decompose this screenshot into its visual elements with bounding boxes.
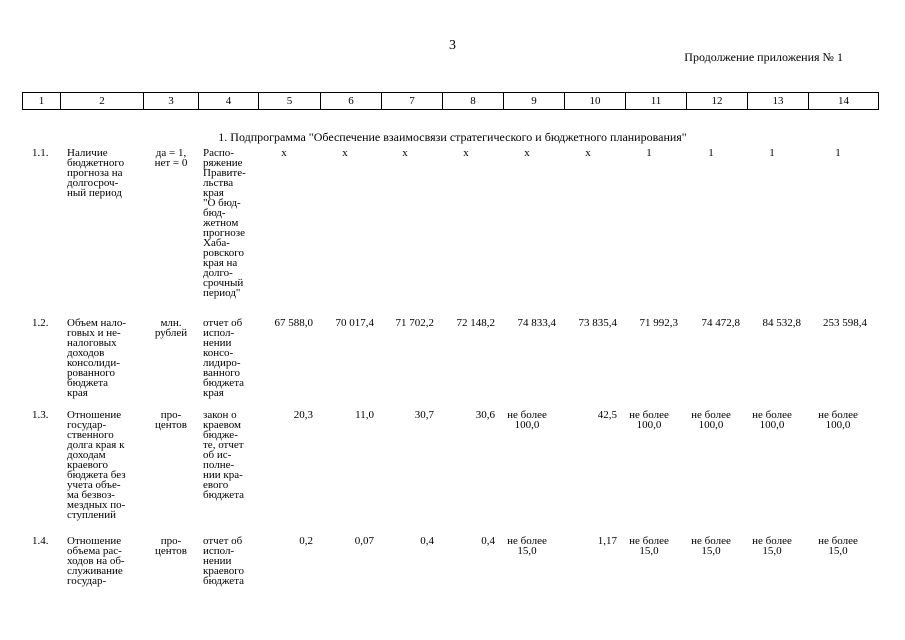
value-cell: 1,17: [597, 535, 617, 547]
source-document: отчет об испол- нении консо- лидиро- ванного бюджета края: [203, 317, 245, 399]
header-cell: 12: [687, 93, 748, 109]
section-title: 1. Подпрограмма "Обеспечение взаимосвязи стратегического и бюджетного планирования": [218, 130, 687, 144]
value-cell: не более 100,0: [507, 409, 547, 431]
value-cell: не более 100,0: [752, 409, 792, 431]
value-cell: 71 992,3: [639, 317, 678, 329]
header-cell: 4: [199, 93, 259, 109]
source-document: закон о краевом бюдже- те, отчет об ис- полне- нии кра- евого бюджета: [203, 409, 245, 501]
unit: млн. рублей: [154, 317, 188, 339]
indicator-name: Отношение объема рас- ходов на об- служивание государ-: [67, 535, 125, 587]
appendix-note: Продолжение приложения № 1: [684, 50, 843, 64]
row-number: 1.4.: [32, 535, 49, 547]
row-number: 1.1.: [32, 147, 49, 159]
header-cell: 6: [321, 93, 382, 109]
value-cell: 67 588,0: [274, 317, 313, 329]
value-cell: x: [463, 147, 469, 159]
value-cell: 1: [646, 147, 652, 159]
value-cell: 1: [769, 147, 775, 159]
value-cell: 253 598,4: [823, 317, 867, 329]
value-cell: x: [524, 147, 530, 159]
header-cell: 14: [838, 95, 849, 107]
table-header: [22, 92, 879, 110]
value-cell: не более 100,0: [629, 409, 669, 431]
value-cell: 30,7: [414, 409, 434, 421]
header-cell: 5: [259, 93, 321, 109]
header-cell: 3: [144, 93, 199, 109]
value-cell: 73 835,4: [578, 317, 617, 329]
value-cell: 11,0: [355, 409, 374, 421]
value-cell: 0,4: [420, 535, 434, 547]
page-number: 3: [449, 38, 456, 53]
header-cell: 10: [565, 93, 626, 109]
value-cell: не более 100,0: [691, 409, 731, 431]
value-cell: 1: [708, 147, 714, 159]
value-cell: не более 15,0: [629, 535, 669, 557]
row-number: 1.2.: [32, 317, 49, 329]
unit: про- центов: [154, 409, 187, 431]
indicator-name: Наличие бюджетного прогноза на долгосроч- ный период: [67, 147, 125, 199]
value-cell: 72 148,2: [456, 317, 495, 329]
value-cell: 42,5: [597, 409, 617, 421]
indicator-name: Отношение государ- ственного долга края к доходам краевого бюджета без учета объе- ма безвоз- мездных по- ступлений: [67, 409, 126, 521]
indicator-name: Объем нало- говых и не- налоговых доходов консолиди- рованного бюджета края: [67, 317, 127, 399]
value-cell: 70 017,4: [335, 317, 374, 329]
value-cell: не более 15,0: [752, 535, 792, 557]
value-cell: x: [342, 147, 348, 159]
value-cell: x: [402, 147, 408, 159]
value-cell: 0,2: [299, 535, 313, 547]
header-cell: 13: [748, 93, 809, 109]
value-cell: x: [585, 147, 591, 159]
source-document: отчет об испол- нении краевого бюджета: [203, 535, 245, 587]
header-cell: 1: [23, 93, 61, 109]
header-cell: 9: [504, 93, 565, 109]
header-cell: 8: [443, 93, 504, 109]
unit: да = 1, нет = 0: [154, 147, 188, 169]
value-cell: 30,6: [475, 409, 495, 421]
header-cell: 11: [626, 93, 687, 109]
header-cell: 7: [382, 93, 443, 109]
source-document: Распо- ряжение Правите- льства края "О бюд- бюд- жетном прогнозе Хаба- ровского края на долго- срочный период": [203, 147, 246, 299]
value-cell: 71 702,2: [395, 317, 434, 329]
value-cell: x: [281, 147, 287, 159]
value-cell: не более 15,0: [691, 535, 731, 557]
value-cell: не более 15,0: [507, 535, 547, 557]
header-cell: 2: [61, 93, 144, 109]
value-cell: 84 532,8: [762, 317, 801, 329]
value-cell: 74 472,8: [701, 317, 740, 329]
value-cell: не более 100,0: [818, 409, 858, 431]
value-cell: 20,3: [293, 409, 313, 421]
value-cell: 0,4: [481, 535, 495, 547]
value-cell: 1: [835, 147, 841, 159]
value-cell: не более 15,0: [818, 535, 858, 557]
unit: про- центов: [154, 535, 187, 557]
row-number: 1.3.: [32, 409, 49, 421]
value-cell: 74 833,4: [517, 317, 556, 329]
value-cell: 0,07: [354, 535, 374, 547]
